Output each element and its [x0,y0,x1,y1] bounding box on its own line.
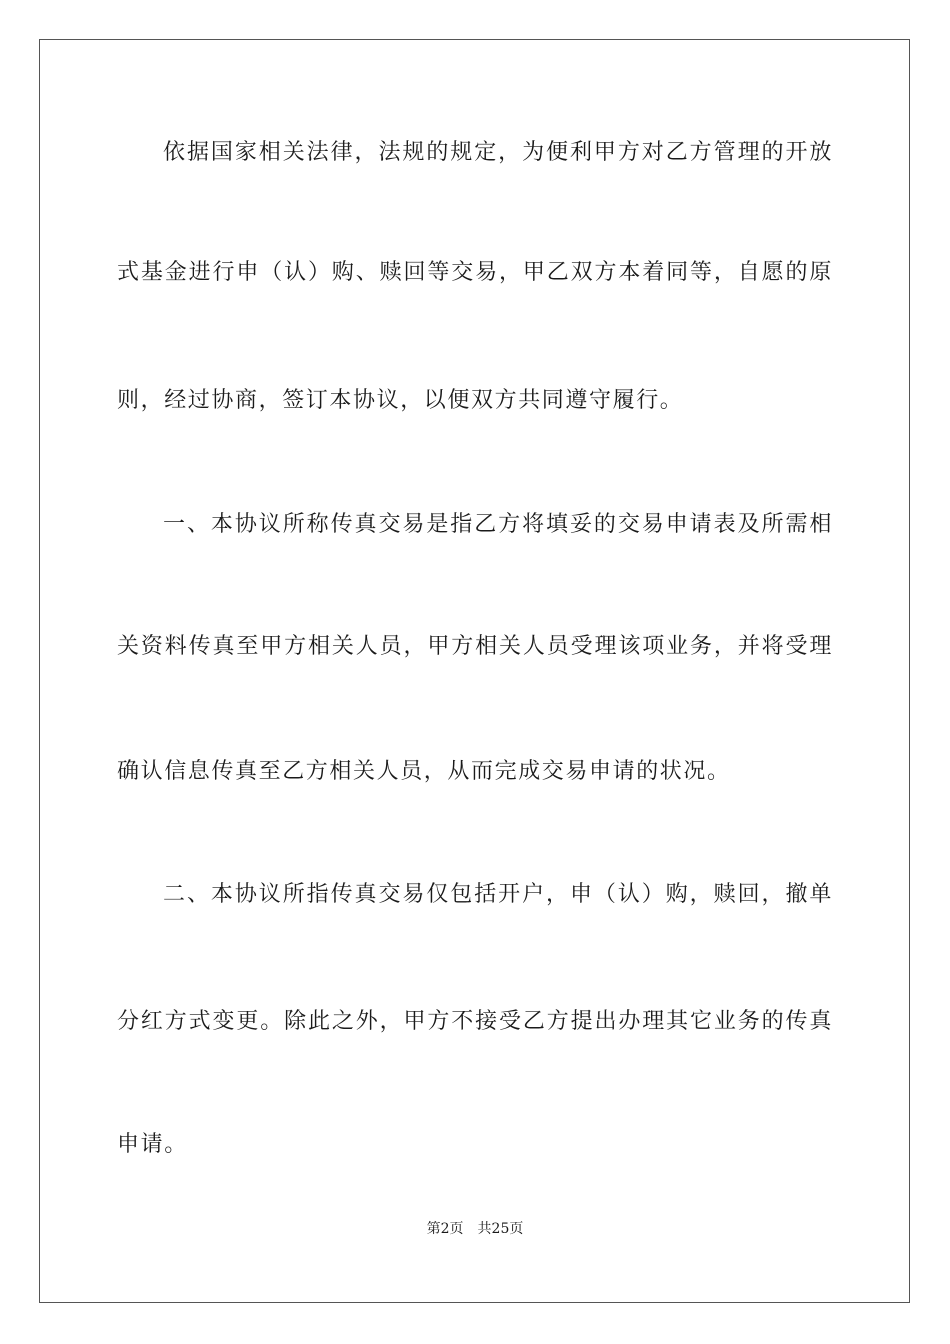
paragraph-3-line-2: 分红方式变更。除此之外，甲方不接受乙方提出办理其它业务的传真 [117,1009,833,1034]
paragraph-2-line-2: 关资料传真至甲方相关人员，甲方相关人员受理该项业务，并将受理 [117,634,833,659]
paragraph-2-line-1: 一、本协议所称传真交易是指乙方将填妥的交易申请表及所需相 [163,512,833,537]
paragraph-3-line-3: 申请。 [117,1132,188,1157]
page-border [39,39,910,1303]
page-total: 共25页 [477,1221,524,1237]
paragraph-3-line-1: 二、本协议所指传真交易仅包括开户，申（认）购，赎回，撤单 [163,882,833,907]
paragraph-1-line-3: 则，经过协商，签订本协议，以便双方共同遵守履行。 [117,388,684,413]
page-number: 第2页 [426,1221,464,1237]
paragraph-1-line-1: 依据国家相关法律，法规的规定，为便利甲方对乙方管理的开放 [163,140,833,165]
paragraph-1-line-2: 式基金进行申（认）购、赎回等交易，甲乙双方本着同等，自愿的原 [117,260,833,285]
page-footer [0,1220,950,1238]
paragraph-2-line-3: 确认信息传真至乙方相关人员，从而完成交易申请的状况。 [117,759,731,784]
